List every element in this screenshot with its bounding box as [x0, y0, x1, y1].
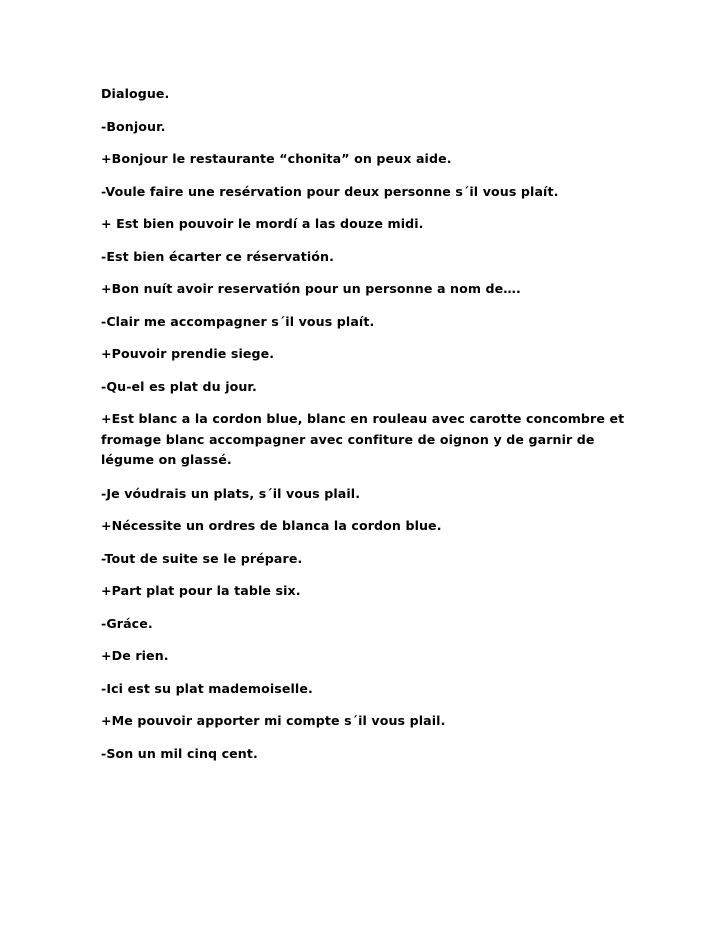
dialogue-line: +Bonjour le restaurante “chonita” on peux aide. — [101, 151, 452, 166]
dialogue-line: + Est bien pouvoir le mordí a las douze midi. — [101, 216, 424, 231]
dialogue-line: +Pouvoir prendie siege. — [101, 346, 275, 361]
dialogue-line: +De rien. — [101, 648, 169, 663]
dialogue-line: -Gráce. — [101, 615, 153, 631]
dialogue-line: -Clair me accompagner s´il vous plaít. — [101, 313, 375, 329]
dialogue-line: -Son un mil cinq cent. — [101, 745, 258, 761]
dialogue-line: -Qu-el es plat du jour. — [101, 378, 257, 394]
dialogue-title: Dialogue. — [101, 86, 170, 101]
dialogue-line: -Voule faire une resérvation pour deux personne s´il vous plaít. — [101, 183, 559, 199]
dialogue-line: +Bon nuít avoir reservatión pour un personne a nom de…. — [101, 281, 521, 296]
dialogue-line: +Nécessite un ordres de blanca la cordon blue. — [101, 518, 442, 533]
dialogue-line: +Me pouvoir apporter mi compte s´il vous plail. — [101, 713, 446, 728]
dialogue-line: -Tout de suite se le prépare. — [101, 550, 303, 566]
dialogue-line: -Je vóudrais un plats, s´il vous plail. — [101, 485, 361, 501]
dialogue-line: -Est bien écarter ce réservatión. — [101, 248, 334, 264]
dialogue-line: -Bonjour. — [101, 118, 166, 134]
dialogue-line: +Part plat pour la table six. — [101, 583, 301, 598]
dialogue-body — [101, 84, 641, 776]
dialogue-line: -Ici est su plat mademoiselle. — [101, 680, 313, 696]
dialogue-line: +Est blanc a la cordon blue, blanc en rouleau avec carotte concombre et fromage blanc accompagner avec confiture de oignon y de garnir de légume on glassé. — [101, 411, 625, 467]
